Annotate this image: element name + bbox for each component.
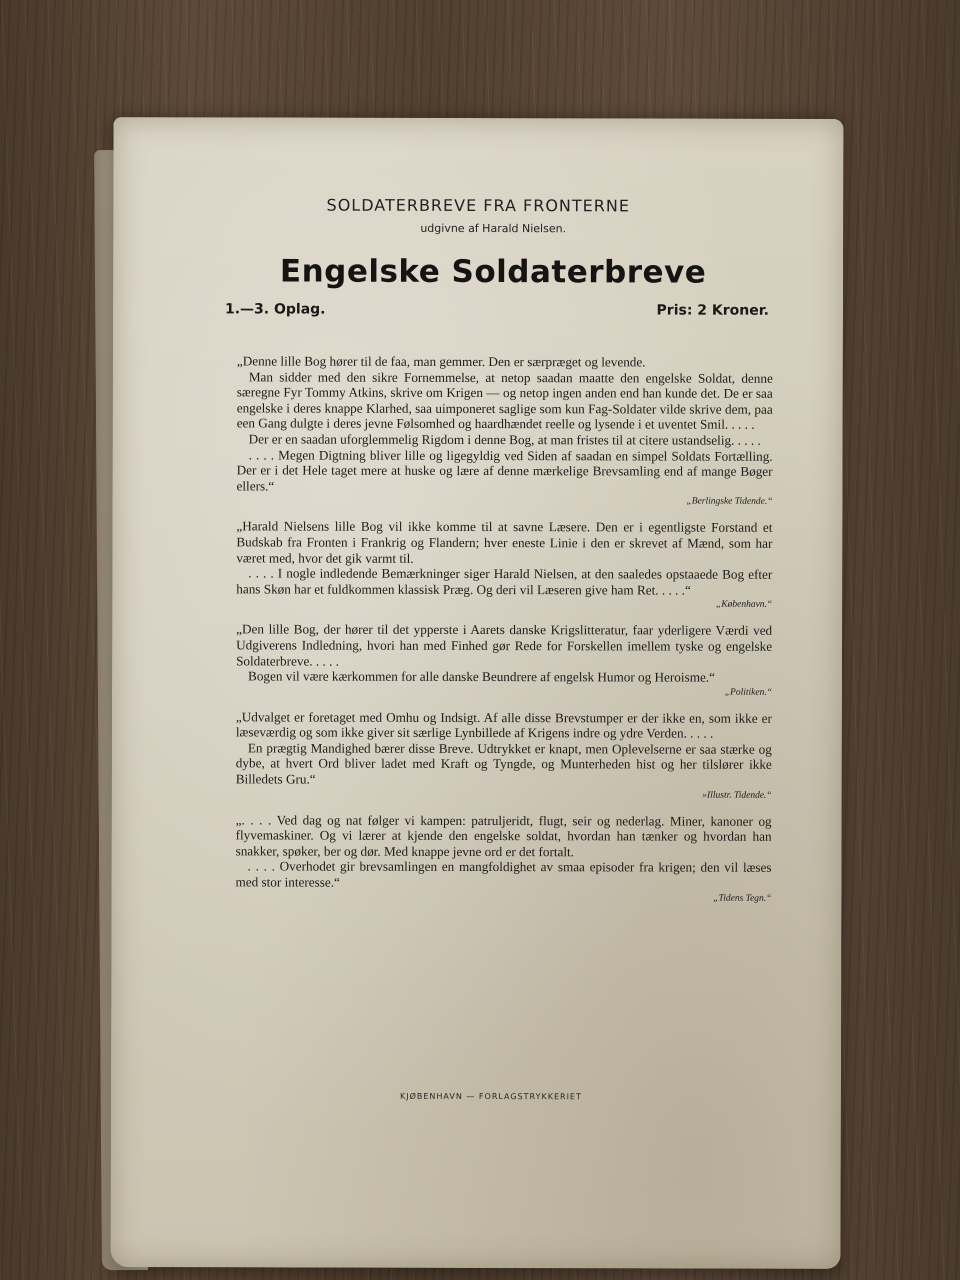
- publisher-imprint: KJØBENHAVN — FORLAGSTRYKKERIET: [399, 1091, 582, 1102]
- review-tidens-tegn: [235, 812, 771, 904]
- review-kobenhavn: [236, 519, 772, 611]
- price-label: Pris: 2 Kroner.: [656, 302, 770, 319]
- review-berlingske: [236, 353, 772, 508]
- review-source: „Tidens Tegn.“: [713, 893, 772, 904]
- press-reviews: [235, 353, 772, 916]
- review-source: „København.“: [715, 599, 773, 611]
- review-source: »Illustr. Tidende.“: [702, 790, 772, 801]
- review-paragraph: . . . . Megen Digtning bliver lille og ligegyldig ved Siden af saadan en simpel Soldats Fortælling. Der er i det Hele taget mere at huske og lære af denne mærkelige Brevsamling end af mange Bøger ellers.“: [236, 446, 773, 494]
- editor-line: udgivne af Harald Nielsen.: [420, 221, 567, 236]
- review-paragraph: Bogen vil være kærkommen for alle danske Beundrere af engelsk Humor og Heroisme.“: [248, 668, 715, 685]
- book-title: Engelske Soldaterbreve: [279, 253, 707, 291]
- review-paragraph: „. . . . Ved dag og nat følger vi kampen: patruljeridt, flugt, seir og nederlag. Miner, kanoner og flyvemaskiner. Og vi lærer at kjende den engelske soldat, hvordan han tænker og hvordan han snakker, spøker, ber og dør. Med knappe jevne ord er det fortalt.: [235, 812, 772, 860]
- review-paragraph: . . . . I nogle indledende Bemærkninger siger Harald Nielsen, at den saaledes opstaaede Bog efter hans Skøn har et fuldkommen klassisk Præg. Og deri vil Læseren give ham Ret. . . . .“: [236, 565, 773, 598]
- review-source: „Berlingske Tidende.“: [686, 496, 773, 508]
- review-paragraph: Man sidder med den sikre Fornemmelse, at netop saadan maatte den engelske Soldat, denne særegne Fyr Tommy Atkins, skrive om Krigen — og netop ingen anden end han kunde det. De er saa engelske i deres knappe Klarhed, saa uimponeret saglige som kun Fag-Soldater vilde skrive dem, paa een Gang dulgte i deres jevne Følsomhed og haardhændet reelle og lysende i et uventet Smil. . . . .: [236, 368, 773, 433]
- review-paragraph: „Udvalget er foretaget med Omhu og Indsigt. Af alle disse Brevstumper er der ikke en, som ikke er læseværdig og som ikke giver sit særlige Lynbillede af Krigens indre og ydre Verden. . . . .: [235, 709, 772, 741]
- series-title: SOLDATERBREVE FRA FRONTERNE: [326, 195, 631, 216]
- review-politiken: [236, 622, 772, 699]
- review-illustr-tidende: [236, 709, 772, 801]
- review-source: „Politiken.“: [724, 687, 773, 698]
- edition-label: 1.—3. Oplag.: [224, 301, 326, 318]
- review-paragraph: „Harald Nielsens lille Bog vil ikke komme til at savne Læsere. Den er i egentligste Forstand et Budskab fra Fronten i Frankrig og Flandern; hver eneste Linie i den er skrevet af Mænd, som har været med, hvor det gik varmt til.: [236, 518, 773, 566]
- book-back-cover: [110, 117, 843, 1269]
- review-paragraph: En prægtig Mandighed bærer disse Breve. Udtrykket er knapt, men Oplevelserne er saa stærke og dybe, at hvert Ord bliver ladet med Kraft og Tyngde, og Munterheden hist og her tilslører ikke Billedets Gru.“: [235, 740, 772, 787]
- review-paragraph: „Denne lille Bog hører til de faa, man gemmer. Den er særpræget og levende.: [236, 353, 646, 370]
- review-paragraph: Der er en saadan uforglemmelig Rigdom i denne Bog, at man fristes til at citere ustandselig. . . . .: [248, 431, 761, 448]
- review-paragraph: . . . . Overhodet gir brevsamlingen en mangfoldighet av smaa episoder fra krigen; den vil læses med stor interesse.“: [235, 858, 772, 890]
- review-paragraph: „Den lille Bog, der hører til det ypperste i Aarets danske Krigslitteratur, faar yderligere Værdi ved Udgiverens Indledning, hvori han med Finhed gør Rede for Forskellen imellem tyske og engelske Soldaterbreve. . . . .: [236, 621, 773, 669]
